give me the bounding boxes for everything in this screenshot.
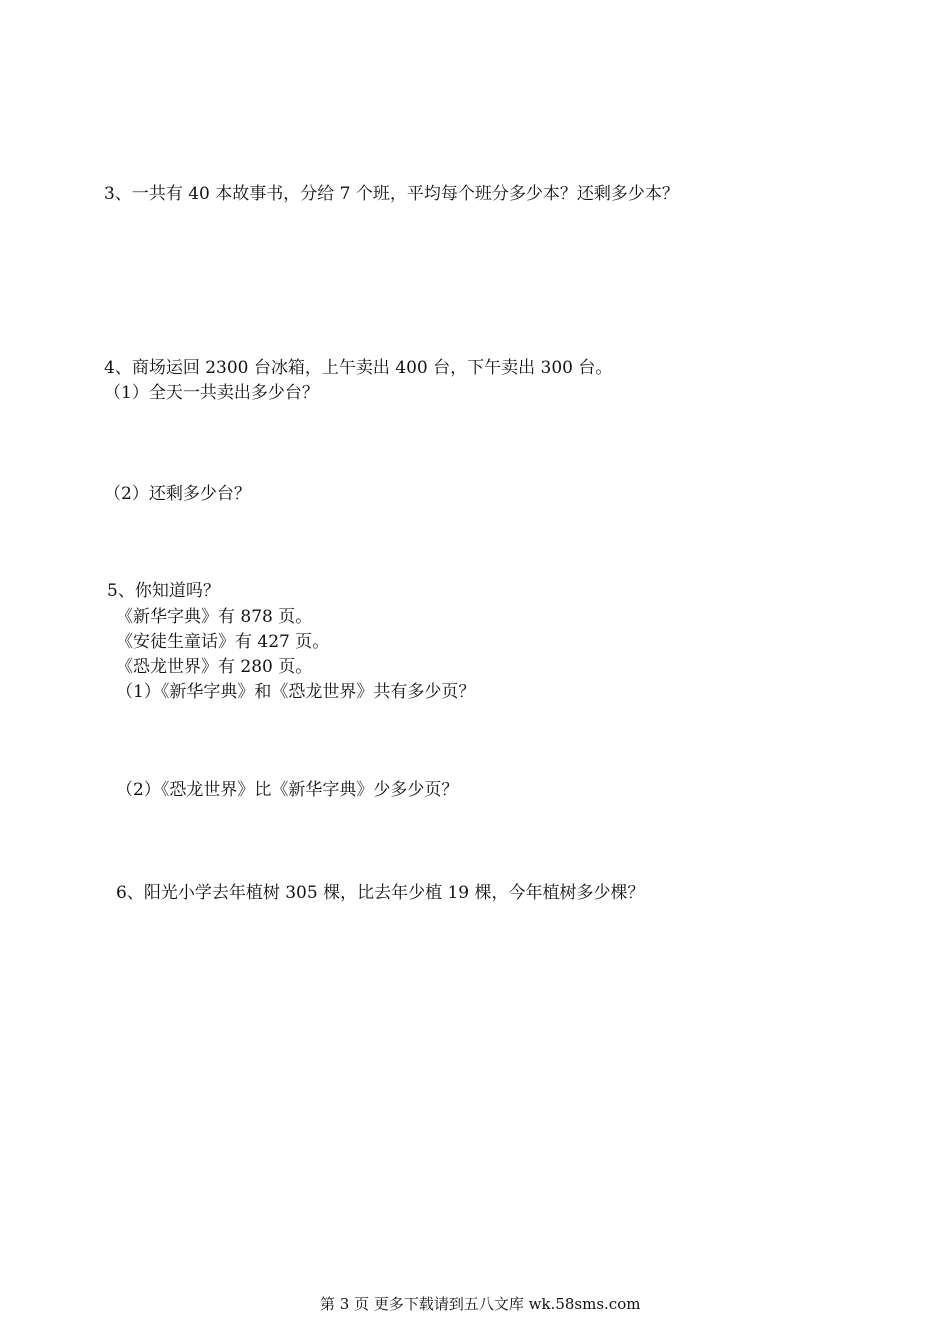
- question-3: 3、一共有 40 本故事书，分给 7 个班，平均每个班分多少本？还剩多少本？: [104, 184, 679, 204]
- question-5-fact: 《安徒生童话》有 427 页。: [116, 632, 330, 652]
- question-5-fact: 《新华字典》有 878 页。: [116, 607, 313, 627]
- page-footer: 第 3 页 更多下载请到五八文库 wk.58sms.com: [320, 1295, 641, 1313]
- question-4: 4、商场运回 2300 台冰箱，上午卖出 400 台，下午卖出 300 台。: [104, 358, 613, 378]
- question-5-part-1: （1）《新华字典》和《恐龙世界》共有多少页？: [116, 682, 476, 702]
- question-5-part-2: （2）《恐龙世界》比《新华字典》少多少页？: [116, 780, 459, 800]
- question-6: 6、阳光小学去年植树 305 棵，比去年少植 19 棵，今年植树多少棵？: [116, 883, 645, 903]
- question-4-part-1: （1）全天一共卖出多少台？: [104, 383, 319, 403]
- question-4-part-2: （2）还剩多少台？: [104, 484, 251, 504]
- question-5: 5、你知道吗？: [107, 581, 220, 601]
- question-5-fact: 《恐龙世界》有 280 页。: [116, 657, 313, 677]
